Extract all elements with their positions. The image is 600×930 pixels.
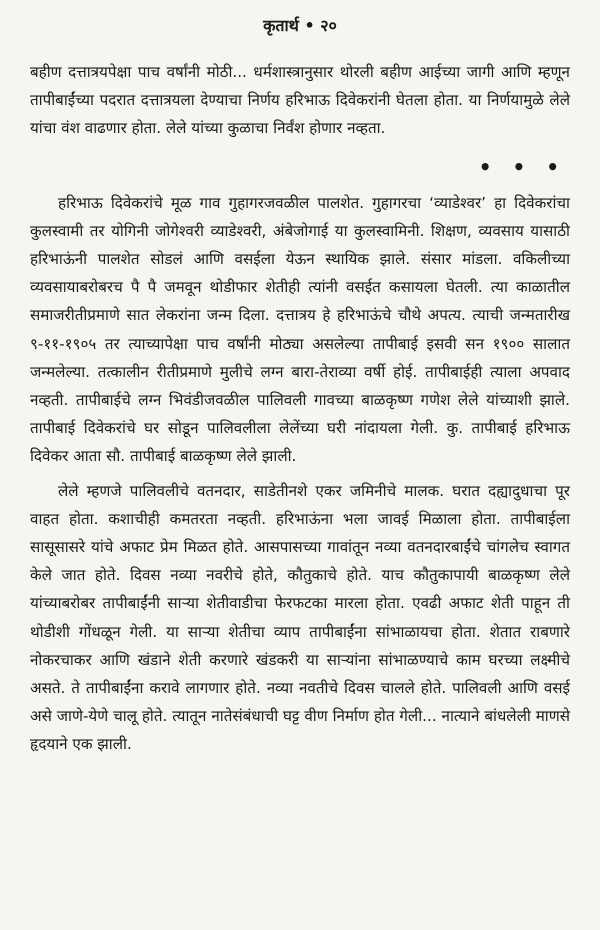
running-head: कृतार्थ • २०: [263, 16, 337, 35]
paragraph-2: हरिभाऊ दिवेकरांचे मूळ गाव गुहागरजवळील पालशेत. गुहागरचा ‘व्याडेश्वर’ हा दिवेकरांचा कुलस्वामी तर योगिनी जोगेश्वरी व्याडेश्वरी, अंबेजोगाई या कुलस्वामिनी. शिक्षण, व्यवसाय यासाठी हरिभाऊंनी पालशेत सोडलं आणि वसईला येऊन स्थायिक झाले. संसार मांडला. वकिलीच्या व्यवसायाबरोबरच पै पै जमवून थोडीफार शेतीही त्यांनी वसईत कसायला घेतली. त्या काळातील समाजरीतीप्रमाणे सात लेकरांना जन्म दिला. दत्तात्रय हे हरिभाऊंचे चौथे अपत्य. त्याची जन्मतारीख ९-११-१९०५ तर त्याच्यापेक्षा पाच वर्षांनी मोठ्या असलेल्या तापीबाई इसवी सन १९०० सालात जन्मलेल्या. तत्कालीन रीतीप्रमाणे मुलीचे लग्न बारा-तेराव्या वर्षी होई. तापीबाईही त्याला अपवाद नव्हती. तापीबाईचे लग्न भिवंडीजवळील पालिवली गावच्या बाळकृष्ण गणेश लेले यांच्याशी झाले. तापीबाई दिवेकरांचे घर सोडून पालिवलीला लेलेंच्या घरी नांदायला गेली. कु. तापीबाई हरिभाऊ दिवेकर आता सौ. तापीबाई बाळकृष्ण लेले झाली.: [30, 193, 570, 466]
section-separator: • • •: [478, 154, 566, 179]
paragraph-1: बहीण दत्तात्रयपेक्षा पाच वर्षांनी मोठी... धर्मशास्त्रानुसार थोरली बहीण आईच्या जागी आणि म्हणून तापीबाईंच्या पदरात दत्तात्रयला देण्याचा निर्णय हरिभाऊ दिवेकरांनी घेतला होता. या निर्णयामुळे लेले यांचा वंश वाढणार होता. लेले यांच्या कुळाचा निर्वंश होणार नव्हता.: [30, 63, 570, 138]
paragraph-3: लेले म्हणजे पालिवलीचे वतनदार, साडेतीनशे एकर जमिनीचे मालक. घरात दह्यादुधाचा पूर वाहत होता. कशाचीही कमतरता नव्हती. हरिभाऊंना भला जावई मिळाला होता. तापीबाईला सासूसासरे यांचे अफाट प्रेम मिळत होते. आसपासच्या गावांतून नव्या वतनदारबाईंचे चांगलेच स्वागत केले जात होते. दिवस नव्या नवरीचे होते, कौतुकाचे होते. याच कौतुकापायी बाळकृष्ण लेले यांच्याबरोबर तापीबाईंनी साऱ्या शेतीवाडीचा फेरफटका मारला होता. एवढी अफाट शेती पाहून ती थोडीशी गोंधळून गेली. या साऱ्या शेतीचा व्याप तापीबाईंना सांभाळायचा होता. शेतात राबणारे नोकरचाकर आणि खंडाने शेती करणारे खंडकरी या साऱ्यांना सांभाळण्याचे काम घरच्या लक्ष्मीचे असते. ते तापीबाईंना करावे लागणार होते. नव्या नवतीचे दिवस चालले होते. पालिवली आणि वसई असे जाणे-येणे चालू होते. त्यातून नातेसंबंधाची घट्ट वीण निर्माण होत गेली... नात्याने बांधलेली माणसे हृदयाने एक झाली.: [30, 481, 570, 754]
